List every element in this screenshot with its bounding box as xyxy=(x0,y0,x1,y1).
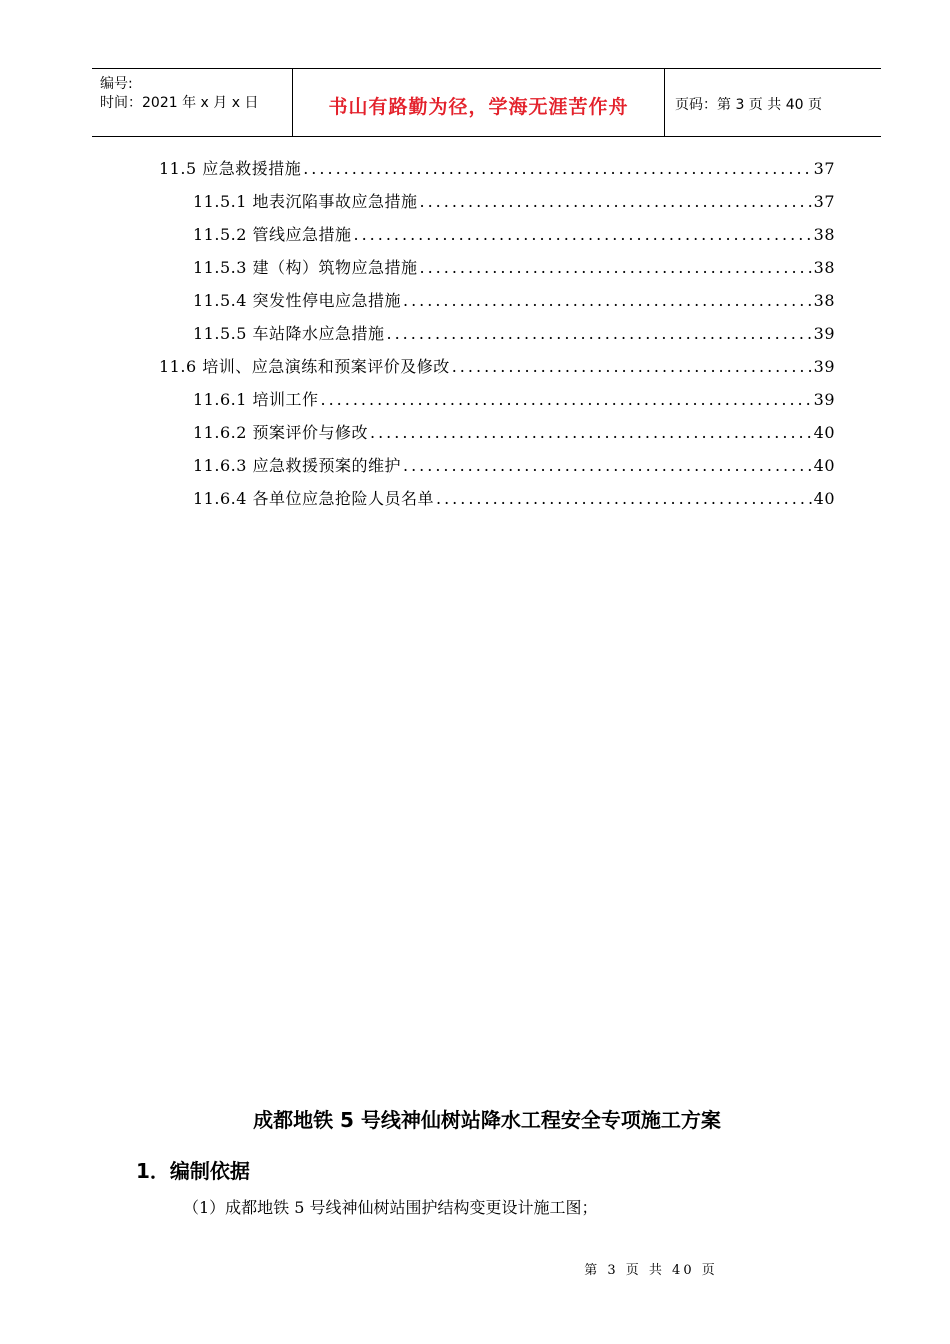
toc-leader-dots xyxy=(386,324,811,343)
toc-entry-page: 38 xyxy=(813,291,835,310)
toc-leader-dots xyxy=(419,192,811,211)
toc-entry[interactable] xyxy=(159,156,835,186)
toc-entry[interactable] xyxy=(193,321,835,351)
toc-entry[interactable] xyxy=(193,453,835,483)
toc-entry-page: 37 xyxy=(813,192,835,211)
page-header xyxy=(92,68,881,137)
header-motto-cell xyxy=(293,69,665,136)
toc-leader-dots xyxy=(403,456,812,475)
toc-leader-dots xyxy=(370,423,812,442)
toc-leader-dots xyxy=(320,390,811,409)
toc-leader-dots xyxy=(303,159,811,178)
toc-leader-dots xyxy=(353,225,811,244)
toc-entry-title: 11.5 应急救援措施 xyxy=(159,159,302,178)
document-title: 成都地铁 5 号线神仙树站降水工程安全专项施工方案 xyxy=(253,1108,721,1132)
toc-entry[interactable] xyxy=(193,255,835,285)
toc-entry-title: 11.6.4 各单位应急抢险人员名单 xyxy=(193,489,434,508)
toc-leader-dots xyxy=(419,258,811,277)
toc-leader-dots xyxy=(436,489,812,508)
toc-entry-page: 40 xyxy=(813,489,835,508)
time-label: 时间：2021 年 x 月 x 日 xyxy=(100,95,259,111)
toc-entry-title: 11.5.1 地表沉陷事故应急措施 xyxy=(193,192,418,211)
toc-entry-title: 11.5.2 管线应急措施 xyxy=(193,225,352,244)
toc-entry-title: 11.6 培训、应急演练和预案评价及修改 xyxy=(159,357,450,376)
toc-entry[interactable] xyxy=(159,354,835,384)
toc-entry[interactable] xyxy=(193,288,835,318)
header-page-cell xyxy=(665,69,881,136)
toc-entry-page: 37 xyxy=(813,159,835,178)
motto-text: 书山有路勤为径，学海无涯苦作舟 xyxy=(328,96,629,118)
toc-leader-dots xyxy=(403,291,812,310)
toc-entry[interactable] xyxy=(193,222,835,252)
toc-entry[interactable] xyxy=(193,486,835,516)
toc-entry[interactable] xyxy=(193,387,835,417)
toc-entry-page: 40 xyxy=(813,456,835,475)
toc-entry-page: 39 xyxy=(813,390,835,409)
toc-entry-page: 39 xyxy=(813,324,835,343)
toc-entry[interactable] xyxy=(193,420,835,450)
toc-entry-page: 38 xyxy=(813,258,835,277)
toc-leader-dots xyxy=(452,357,812,376)
toc-entry-page: 40 xyxy=(813,423,835,442)
toc-entry-title: 11.6.3 应急救援预案的维护 xyxy=(193,456,401,475)
page-footer: 第 3 页 共 40 页 xyxy=(584,1263,718,1278)
header-info-cell xyxy=(92,69,293,136)
page-code: 页码：第 3 页 共 40 页 xyxy=(675,97,822,113)
toc-entry-title: 11.6.2 预案评价与修改 xyxy=(193,423,368,442)
toc-entry-page: 39 xyxy=(813,357,835,376)
serial-number-label: 编号: xyxy=(100,76,133,92)
toc-entry-title: 11.5.3 建（构）筑物应急措施 xyxy=(193,258,418,277)
toc-entry-title: 11.5.5 车站降水应急措施 xyxy=(193,324,385,343)
toc-entry[interactable] xyxy=(193,189,835,219)
section-heading: 1．编制依据 xyxy=(136,1159,250,1183)
toc-entry-title: 11.5.4 突发性停电应急措施 xyxy=(193,291,401,310)
toc-entry-page: 38 xyxy=(813,225,835,244)
basis-item: （1）成都地铁 5 号线神仙树站围护结构变更设计施工图； xyxy=(183,1198,598,1217)
toc-entry-title: 11.6.1 培训工作 xyxy=(193,390,319,409)
